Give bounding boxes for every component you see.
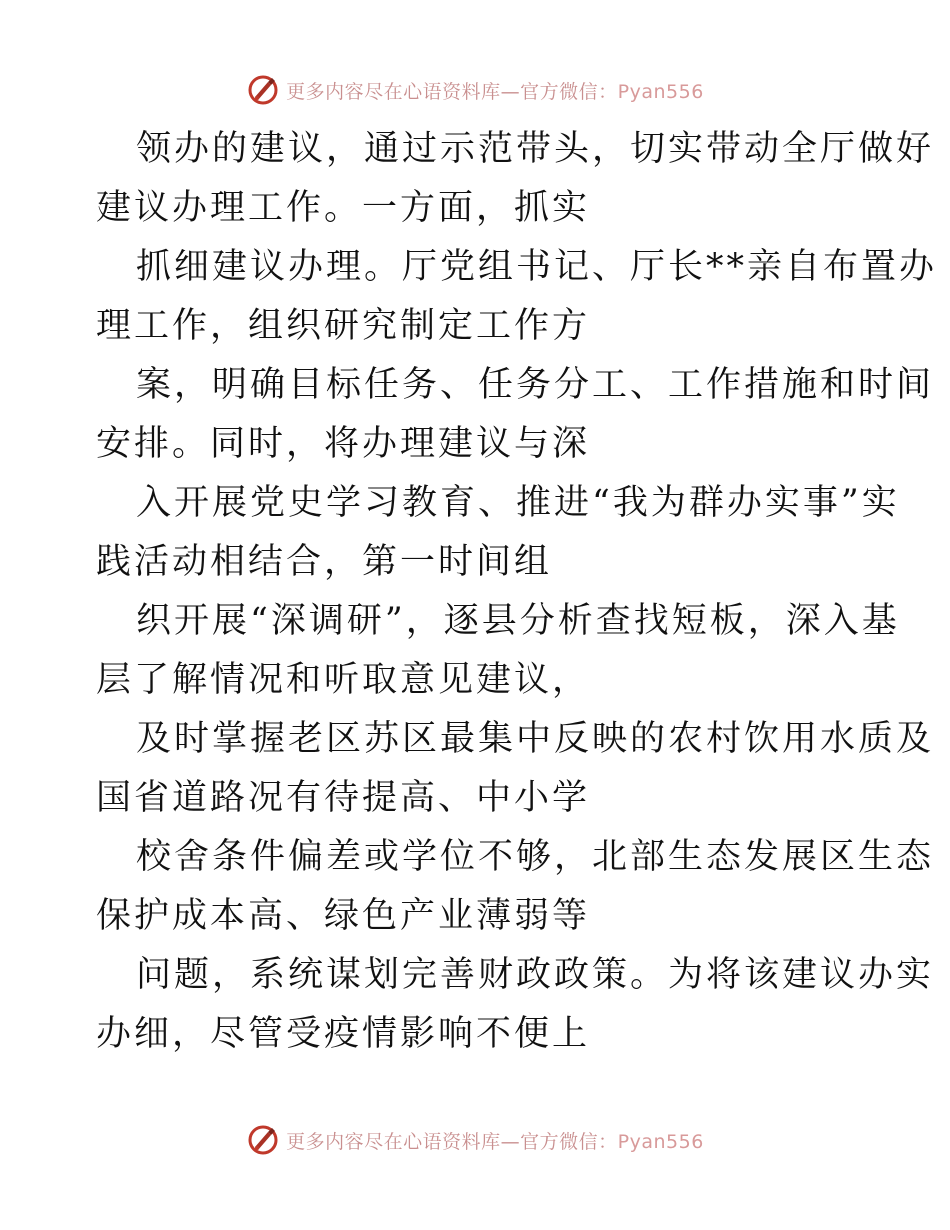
watermark-text: 更多内容尽在心语资料库—官方微信：Pyan556 [286,1130,704,1153]
watermark-wechat-id: Pyan556 [617,1130,704,1153]
text-line: 层了解情况和听取意见建议， [96,660,591,700]
watermark-wechat-id: Pyan556 [617,80,704,103]
text-line: 校舍条件偏差或学位不够，北部生态发展区生态 [136,837,935,877]
text-line: 织开展“深调研”，逐县分析查找短板，深入基 [136,601,900,641]
red-circle-pen-logo-icon [246,1123,280,1157]
watermark-text: 更多内容尽在心语资料库—官方微信：Pyan556 [286,80,704,103]
body-text [96,120,938,1064]
text-line: 理工作，组织研究制定工作方 [96,306,591,346]
text-line: 入开展党史学习教育、推进“我为群办实事”实 [136,483,900,523]
text-line: 及时掌握老区苏区最集中反映的农村饮用水质及 [136,719,935,759]
footer-watermark [0,1120,950,1160]
text-line: 保护成本高、绿色产业薄弱等 [96,896,591,936]
red-circle-pen-logo-icon [246,73,280,107]
text-line: 案，明确目标任务、任务分工、工作措施和时间 [136,365,935,405]
text-line: 践活动相结合，第一时间组 [96,542,553,582]
header-watermark [0,70,950,110]
text-line: 安排。同时，将办理建议与深 [96,424,591,464]
text-line: 办细，尽管受疫情影响不便上 [96,1014,591,1054]
text-line: 建议办理工作。一方面，抓实 [96,188,591,228]
text-line: 国省道路况有待提高、中小学 [96,778,591,818]
text-line: 领办的建议，通过示范带头，切实带动全厅做好 [136,129,935,169]
text-line: 问题，系统谋划完善财政政策。为将该建议办实 [136,955,935,995]
text-line: 抓细建议办理。厅党组书记、厅长**亲自布置办 [136,247,938,287]
